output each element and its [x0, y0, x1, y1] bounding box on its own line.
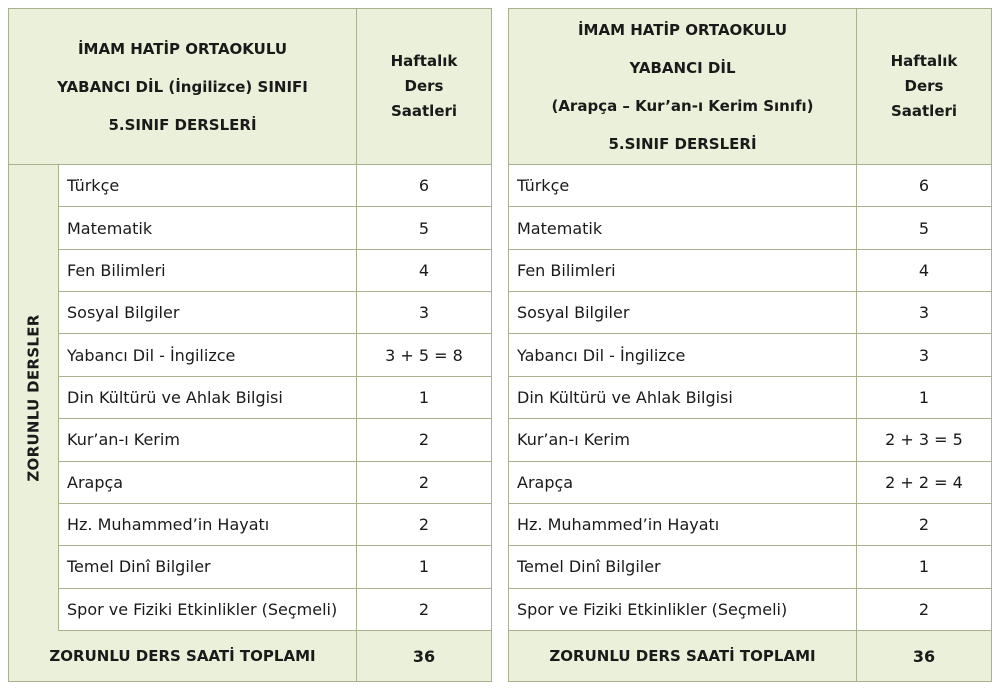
course-hours: 2 — [918, 515, 930, 535]
course-name: Din Kültürü ve Ahlak Bilgisi — [59, 377, 357, 418]
hours-header-line: Ders — [904, 77, 944, 95]
hours-header-line: Saatleri — [890, 102, 958, 120]
course-name: Fen Bilimleri — [59, 250, 357, 291]
course-hours: 6 — [918, 176, 930, 196]
hours-header-line: Ders — [404, 77, 444, 95]
total-label: ZORUNLU DERS SAATİ TOPLAMI — [9, 631, 357, 681]
course-name: Sosyal Bilgiler — [59, 292, 357, 333]
table-row — [509, 504, 991, 546]
hours-header-line: Saatleri — [390, 102, 458, 120]
course-name: Türkçe — [509, 165, 857, 206]
course-hours: 1 — [918, 387, 930, 407]
table-title — [509, 9, 857, 165]
hours-header-line: Haftalık — [890, 52, 958, 70]
course-hours: 2 + 2 = 4 — [885, 472, 963, 492]
table-row — [509, 165, 991, 207]
course-name: Kur’an-ı Kerim — [59, 419, 357, 460]
title-line: (Arapça – Kur’an-ı Kerim Sınıfı) — [551, 96, 814, 115]
table-row — [509, 207, 991, 249]
table-row — [59, 546, 491, 588]
course-hours: 6 — [418, 176, 430, 196]
total-value: 36 — [412, 646, 436, 666]
course-hours: 2 — [418, 472, 430, 492]
course-hours: 2 — [418, 430, 430, 450]
table-header — [509, 9, 991, 165]
course-hours: 4 — [918, 260, 930, 280]
english-class-table — [8, 8, 492, 682]
table-row — [59, 165, 491, 207]
table-header — [9, 9, 491, 165]
table-row — [59, 419, 491, 461]
course-name: Kur’an-ı Kerim — [509, 419, 857, 460]
course-rows — [509, 165, 991, 631]
table-row — [59, 250, 491, 292]
table-row — [509, 462, 991, 504]
course-hours: 4 — [418, 260, 430, 280]
course-name: Sosyal Bilgiler — [509, 292, 857, 333]
table-row — [509, 419, 991, 461]
course-rows — [59, 165, 491, 631]
table-footer — [509, 631, 991, 681]
hours-header-line: Haftalık — [390, 52, 458, 70]
table-row — [509, 334, 991, 376]
course-name: Fen Bilimleri — [509, 250, 857, 291]
course-name: Matematik — [59, 207, 357, 248]
title-line: İMAM HATİP ORTAOKULU — [577, 20, 788, 39]
table-row — [509, 589, 991, 631]
course-name: Spor ve Fiziki Etkinlikler (Seçmeli) — [59, 589, 357, 630]
course-name: Arapça — [509, 462, 857, 503]
title-line: YABANCI DİL (İngilizce) SINIFI — [57, 77, 308, 96]
title-line: YABANCI DİL — [629, 58, 736, 77]
hours-header — [857, 9, 991, 165]
total-label: ZORUNLU DERS SAATİ TOPLAMI — [509, 631, 857, 681]
course-name: Matematik — [509, 207, 857, 248]
table-row — [509, 546, 991, 588]
table-body — [9, 165, 491, 631]
table-row — [509, 250, 991, 292]
course-name: Din Kültürü ve Ahlak Bilgisi — [509, 377, 857, 418]
table-row — [59, 462, 491, 504]
table-row — [509, 377, 991, 419]
course-hours: 3 — [418, 303, 430, 323]
course-hours: 1 — [918, 557, 930, 577]
course-name: Türkçe — [59, 165, 357, 206]
course-name: Temel Dinî Bilgiler — [509, 546, 857, 587]
course-hours: 5 — [418, 218, 430, 238]
course-hours: 3 — [918, 345, 930, 365]
title-line: İMAM HATİP ORTAOKULU — [77, 39, 288, 58]
side-label-text: ZORUNLU DERSLER — [24, 314, 43, 482]
table-row — [59, 207, 491, 249]
course-name: Hz. Muhammed’in Hayatı — [509, 504, 857, 545]
table-row — [59, 504, 491, 546]
course-name: Temel Dinî Bilgiler — [59, 546, 357, 587]
table-footer — [9, 631, 491, 681]
course-hours: 2 + 3 = 5 — [885, 430, 963, 450]
course-hours: 2 — [418, 515, 430, 535]
arabic-quran-class-table — [508, 8, 992, 682]
course-name: Yabancı Dil - İngilizce — [59, 334, 357, 375]
course-hours: 5 — [918, 218, 930, 238]
course-hours: 1 — [418, 557, 430, 577]
table-row — [509, 292, 991, 334]
table-row — [59, 589, 491, 631]
table-row — [59, 292, 491, 334]
course-name: Spor ve Fiziki Etkinlikler (Seçmeli) — [509, 589, 857, 630]
course-hours: 2 — [918, 599, 930, 619]
course-name: Arapça — [59, 462, 357, 503]
compulsory-courses-label — [9, 165, 59, 631]
table-body — [509, 165, 991, 631]
table-row — [59, 334, 491, 376]
course-name: Hz. Muhammed’in Hayatı — [59, 504, 357, 545]
course-hours: 3 + 5 = 8 — [385, 345, 463, 365]
course-hours: 3 — [918, 303, 930, 323]
title-line: 5.SINIF DERSLERİ — [108, 115, 257, 134]
hours-header — [357, 9, 491, 165]
course-hours: 1 — [418, 387, 430, 407]
table-title — [9, 9, 357, 165]
table-row — [59, 377, 491, 419]
title-line: 5.SINIF DERSLERİ — [608, 134, 757, 153]
course-hours: 2 — [418, 599, 430, 619]
course-name: Yabancı Dil - İngilizce — [509, 334, 857, 375]
total-value: 36 — [912, 646, 936, 666]
